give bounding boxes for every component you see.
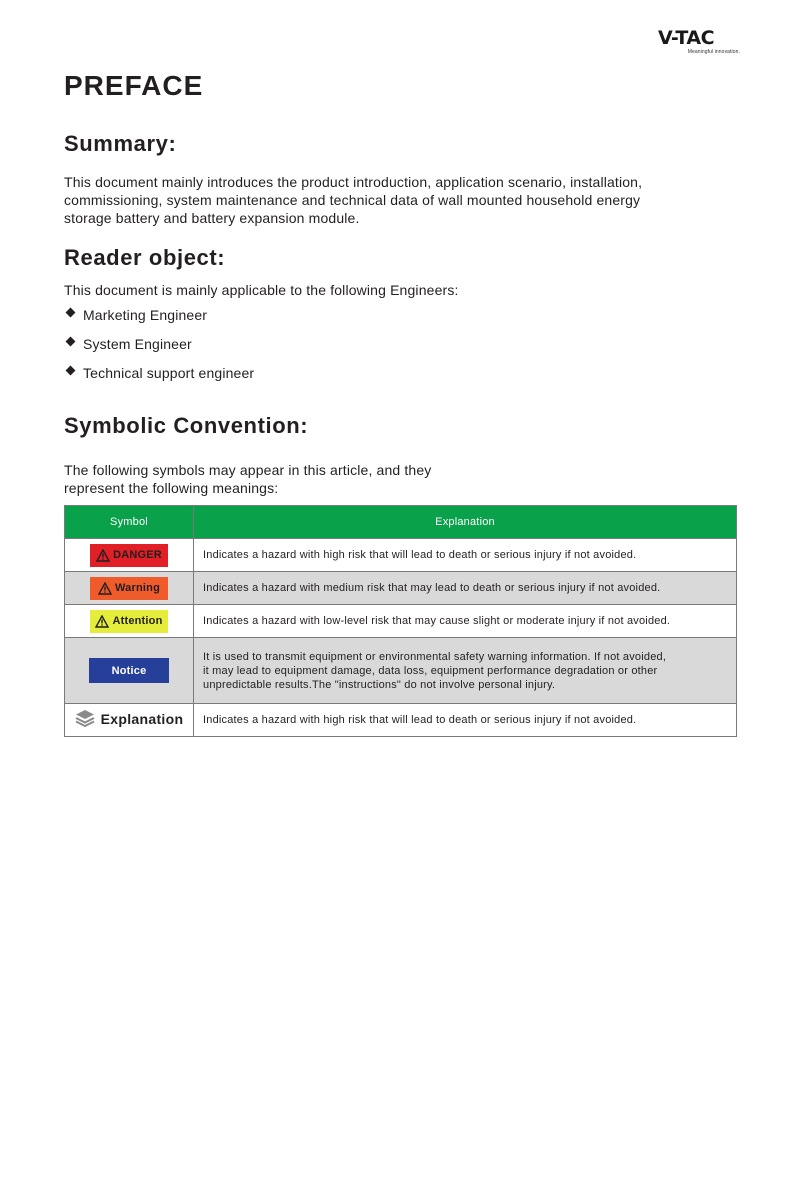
list-item-label: System Engineer <box>83 336 192 352</box>
symbolic-line: represent the following meanings: <box>64 480 279 496</box>
reader-intro: This document is mainly applicable to the following Engineers: <box>64 282 459 298</box>
table-row <box>65 539 737 572</box>
symbol-cell <box>65 638 194 704</box>
logo-tagline: Meaningful innovation. <box>687 49 740 55</box>
attention-label: Attention <box>112 615 163 627</box>
column-header-explanation: Explanation <box>194 506 737 539</box>
page-title: PREFACE <box>64 70 204 101</box>
diamond-bullet-icon <box>66 365 76 375</box>
explanation-text: It is used to transmit equipment or environmental safety warning information. If not avoided, <box>203 650 667 663</box>
explanation-text: Indicates a hazard with medium risk that may lead to death or serious injury if not avoided. <box>203 582 661 594</box>
list-item-label: Marketing Engineer <box>83 307 208 323</box>
table-row <box>65 638 737 704</box>
explanation-cell <box>194 704 737 737</box>
explanation-text: it may lead to equipment damage, data loss, equipment performance degradation or other <box>203 664 658 677</box>
explanation-cell <box>194 605 737 638</box>
list-item <box>64 365 254 381</box>
explanation-text: unpredictable results.The "instructions" do not involve personal injury. <box>203 678 556 691</box>
list-item <box>64 307 207 323</box>
summary-text <box>64 173 642 227</box>
symbolic-text <box>64 461 431 497</box>
explanation-cell <box>194 638 737 704</box>
warning-label: Warning <box>115 582 160 594</box>
reader-heading: Reader object: <box>64 245 226 270</box>
summary-line: commissioning, system maintenance and technical data of wall mounted household energy <box>64 192 641 208</box>
explanation-cell <box>194 539 737 572</box>
summary-line: storage battery and battery expansion module. <box>64 210 360 226</box>
attention-badge <box>90 610 168 633</box>
symbol-cell <box>65 572 194 605</box>
diamond-bullet-icon <box>66 307 76 317</box>
notice-badge <box>89 658 169 683</box>
summary-line: This document mainly introduces the product introduction, application scenario, installation, <box>64 174 643 190</box>
warning-badge <box>90 577 168 600</box>
notice-label: Notice <box>111 664 147 677</box>
logo-brand-text: V-TAC <box>658 27 715 49</box>
symbol-cell <box>65 704 194 737</box>
table-row <box>65 704 737 737</box>
symbol-cell <box>65 539 194 572</box>
explanation-text: Indicates a hazard with low-level risk that may cause slight or moderate injury if not avoided. <box>203 615 671 627</box>
brand-logo <box>658 28 740 55</box>
column-header-symbol: Symbol <box>65 506 194 539</box>
explanation-label: Explanation <box>100 710 184 727</box>
symbol-table <box>64 505 737 737</box>
danger-badge <box>90 544 168 567</box>
symbol-cell <box>65 605 194 638</box>
table-row <box>65 572 737 605</box>
symbolic-heading: Symbolic Convention: <box>64 413 309 438</box>
warning-triangle-icon <box>96 549 110 562</box>
explanation-text: Indicates a hazard with high risk that will lead to death or serious injury if not avoided. <box>203 714 637 726</box>
layers-icon <box>75 709 95 728</box>
diamond-bullet-icon <box>66 336 76 346</box>
list-item-label: Technical support engineer <box>83 365 255 381</box>
table-header-row <box>65 506 737 539</box>
explanation-text: Indicates a hazard with high risk that will lead to death or serious injury if not avoided. <box>203 549 637 561</box>
list-item <box>64 336 192 352</box>
table-row <box>65 605 737 638</box>
symbolic-line: The following symbols may appear in this article, and they <box>64 462 432 478</box>
warning-triangle-icon <box>98 582 112 595</box>
warning-triangle-icon <box>95 615 109 628</box>
explanation-cell <box>194 572 737 605</box>
explanation-badge <box>75 709 184 728</box>
danger-label: DANGER <box>113 549 162 561</box>
summary-heading: Summary: <box>64 131 177 156</box>
